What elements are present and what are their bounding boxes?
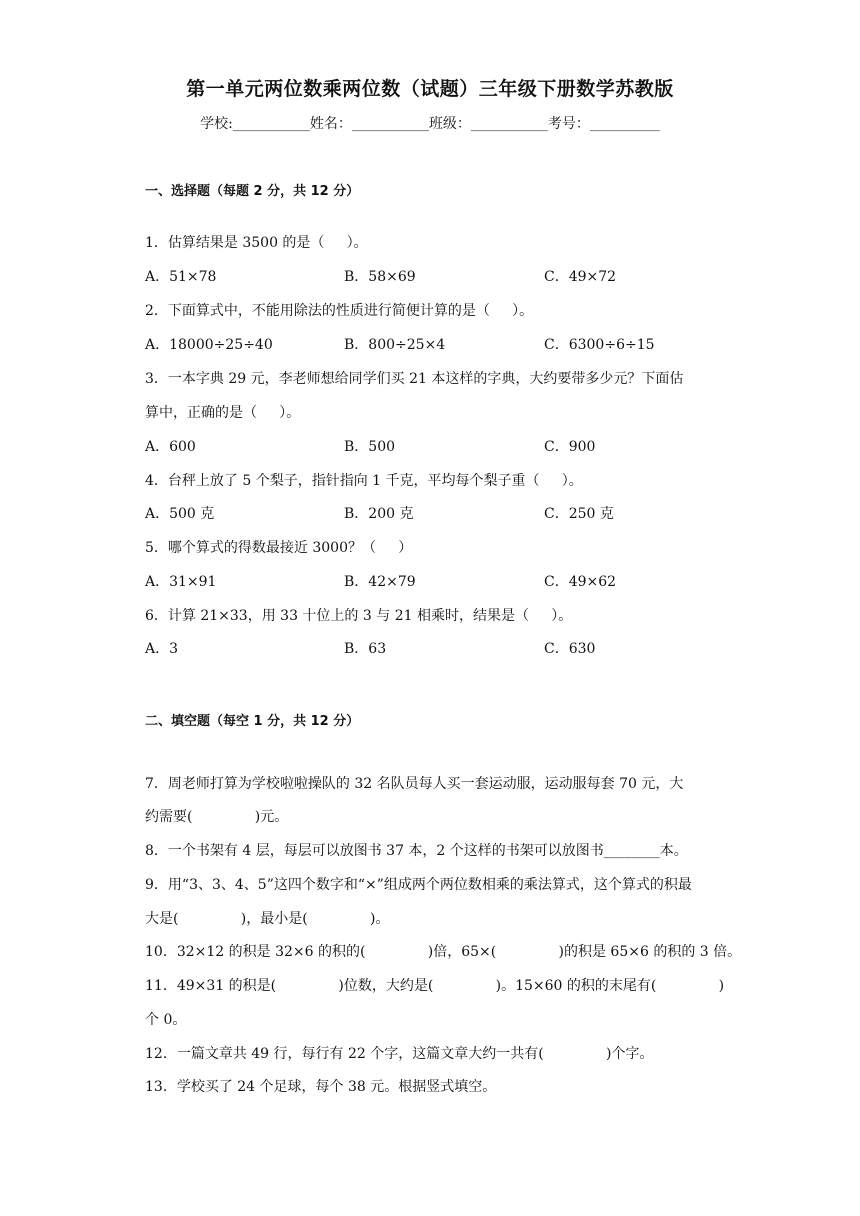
question-5: 5．哪个算式的得数最接近 3000？（ ） — [145, 540, 413, 556]
question-7-cont: 约需要( )元。 — [145, 809, 289, 825]
question-12: 12．一篇文章共 49 行，每行有 22 个字，这篇文章大约一共有( )个字。 — [145, 1046, 654, 1062]
question-3-cont: 算中，正确的是（ ）。 — [145, 405, 301, 421]
page-title: 第一单元两位数乘两位数（试题）三年级下册数学苏教版 — [186, 78, 674, 100]
question-4: 4．台秤上放了 5 个梨子，指针指向 1 千克，平均每个梨子重（ ）。 — [145, 473, 583, 489]
question-3: 3．一本字典 29 元，李老师想给同学们买 21 本这样的字典，大约要带多少元？下面估 — [145, 371, 684, 387]
question-4-option-c: C．250 克 — [544, 506, 614, 522]
section-1-heading: 一、选择题（每题 2 分，共 12 分） — [145, 184, 360, 199]
question-5-option-c: C．49×62 — [544, 574, 617, 590]
question-7: 7．周老师打算为学校啦啦操队的 32 名队员每人买一套运动服，运动服每套 70 元，大 — [145, 776, 684, 792]
question-4-option-b: B．200 克 — [344, 506, 414, 522]
question-8: 8．一个书架有 4 层，每层可以放图书 37 本，2 个这样的书架可以放图书________本。 — [145, 843, 688, 859]
question-6-option-b: B．63 — [344, 641, 387, 657]
question-11: 11．49×31 的积是( )位数，大约是( )。15×60 的积的末尾有( ) — [145, 978, 725, 994]
question-5-option-b: B．42×79 — [344, 574, 416, 590]
question-9-cont: 大是( )，最小是( )。 — [145, 911, 390, 927]
question-2-option-a: A．18000÷25÷40 — [145, 337, 273, 353]
question-6-option-a: A．3 — [145, 641, 179, 657]
question-6: 6．计算 21×33，用 33 十位上的 3 与 21 相乘时，结果是（ ）。 — [145, 608, 573, 624]
section-2-heading: 二、填空题（每空 1 分，共 12 分） — [145, 714, 360, 729]
student-info-line: 学校:___________姓名：___________班级：___________考号：__________ — [200, 116, 660, 132]
question-3-option-a: A．600 — [145, 439, 196, 455]
question-1-option-a: A．51×78 — [145, 269, 217, 285]
question-2-option-c: C．6300÷6÷15 — [544, 337, 655, 353]
question-13: 13．学校买了 24 个足球，每个 38 元。根据竖式填空。 — [145, 1079, 497, 1095]
question-3-option-b: B．500 — [344, 439, 396, 455]
question-1: 1．估算结果是 3500 的是（ ）。 — [145, 235, 368, 251]
question-11-cont: 个 0。 — [145, 1012, 187, 1028]
question-4-option-a: A．500 克 — [145, 506, 215, 522]
question-5-option-a: A．31×91 — [145, 574, 217, 590]
question-6-option-c: C．630 — [544, 641, 596, 657]
question-2-option-b: B．800÷25×4 — [344, 337, 446, 353]
question-1-option-b: B．58×69 — [344, 269, 416, 285]
question-3-option-c: C．900 — [544, 439, 596, 455]
question-2: 2．下面算式中，不能用除法的性质进行简便计算的是（ ）。 — [145, 303, 534, 319]
question-10: 10．32×12 的积是 32×6 的积的( )倍，65×( )的积是 65×6 的积的 3 倍。 — [145, 944, 742, 960]
question-9: 9．用“3、3、4、5”这四个数字和“×”组成两个两位数相乘的乘法算式，这个算式的积最 — [145, 877, 692, 893]
question-1-option-c: C．49×72 — [544, 269, 617, 285]
